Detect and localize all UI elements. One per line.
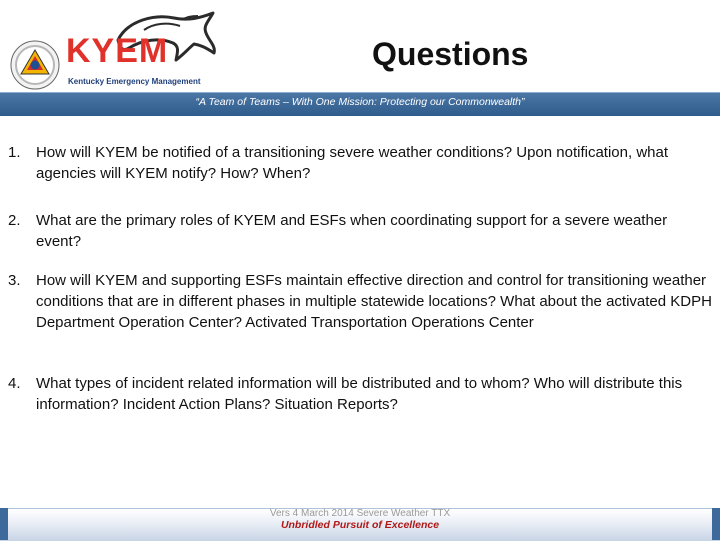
question-text: How will KYEM be notified of a transitioning severe weather conditions? Upon notification, what agencies will KYEM notify? How? When?: [36, 144, 669, 182]
footer-version: Vers 4 March 2014 Severe Weather TTX: [269, 508, 451, 519]
question-item: [8, 373, 714, 415]
slide-header: [0, 0, 720, 92]
question-text: How will KYEM and supporting ESFs maintain effective direction and control for transitioning weather conditions that are in different phases in multiple statewide locations? What about the activated KDPH Department Operation Center? Activated Transportation Operations Center: [36, 272, 712, 331]
state-seal-icon: [10, 40, 60, 90]
slide-title: Questions: [372, 36, 529, 72]
question-item: [8, 210, 714, 252]
tagline: “A Team of Teams – With One Mission: Protecting our Commonwealth”: [195, 96, 525, 108]
question-list: [8, 142, 714, 415]
brand-wordmark: KYEM: [66, 32, 169, 70]
question-item: [8, 270, 714, 355]
question-number: 1.: [8, 144, 21, 161]
question-number: 2.: [8, 212, 21, 229]
question-text: What types of incident related information will be distributed and to whom? Who will distribute this information? Incident Action Plans? Situation Reports?: [36, 375, 683, 413]
question-number: 4.: [8, 375, 21, 392]
question-text: What are the primary roles of KYEM and ESFs when coordinating support for a severe weather event?: [36, 212, 668, 250]
footer-motto: Unbridled Pursuit of Excellence: [280, 519, 440, 531]
question-number: 3.: [8, 272, 21, 289]
question-item: [8, 142, 714, 206]
brand-subtitle: Kentucky Emergency Management: [68, 77, 201, 86]
